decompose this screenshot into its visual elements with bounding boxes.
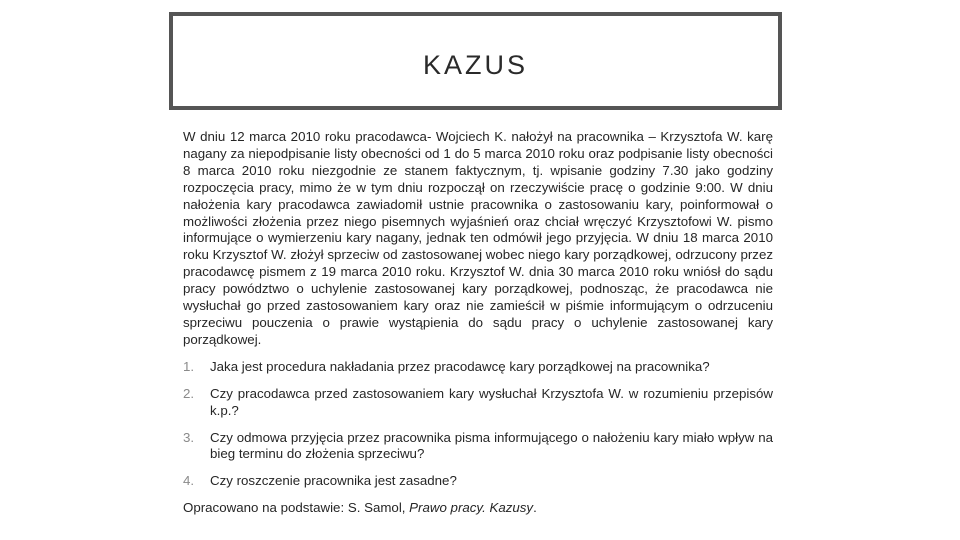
slide-content — [183, 129, 773, 517]
question-text: Czy roszczenie pracownika jest zasadne? — [210, 473, 457, 489]
question-text: Czy pracodawca przed zastosowaniem kary wysłuchał Krzysztofa W. w rozumieniu przepisów k.p.? — [210, 385, 773, 418]
question-number: 1. — [183, 358, 195, 374]
source-prefix: Opracowano na podstawie: S. Samol, — [183, 500, 410, 516]
case-paragraph: W dniu 12 marca 2010 roku pracodawca- Wojciech K. nałożył na pracownika – Krzysztofa W. karę nagany za niepodpisanie listy obecności od 1 do 5 marca 2010 roku oraz podpisanie listy obecności 8 marca 2010 roku niezgodnie ze stanem faktycznym, tj. wpisanie godziny 7.30 jako godziny rozpoczęcia pracy, mimo że w tym dniu rozpoczął on rzeczywiście pracę o godzinie 9:00. W dniu nałożenia kary pracodawca zawiadomił ustnie pracownika o zastosowaniu kary, poinformował o możliwości złożenia przez niego pisemnych wyjaśnień oraz chciał wręczyć Krzysztofowi W. pismo informujące o wymierzeniu kary nagany, jednak ten odmówił jego przyjęcia. W dniu 18 marca 2010 roku Krzysztof W. złożył sprzeciw od zastosowanej wobec niego kary porządkowej, odrzucony przez pracodawcę pismem z 19 marca 2010 roku. Krzysztof W. dnia 30 marca 2010 roku wniósł do sądu pracy powództwo o uchylenie zastosowanej kary porządkowej, podnosząc, że pracodawca nie wysłuchał go przed zastosowaniem kary oraz nie zamieścił w piśmie informującym o odrzuceniu sprzeciwu pouczenia o prawie wystąpienia do sądu pracy o uchylenie zastosowanej kary porządkowej. — [183, 129, 773, 347]
source-work-title: Prawo pracy. Kazusy — [409, 500, 534, 516]
question-text: Jaka jest procedura nakładania przez pracodawcę kary porządkowej na pracownika? — [210, 358, 710, 374]
question-text: Czy odmowa przyjęcia przez pracownika pisma informującego o nałożeniu kary miało wpływ na bieg terminu do złożenia sprzeciwu? — [210, 429, 773, 462]
slide-title: KAZUS — [422, 50, 529, 80]
source-suffix: . — [533, 500, 537, 516]
title-box — [169, 12, 782, 110]
list-item — [183, 359, 773, 376]
list-item — [183, 386, 773, 420]
list-item — [183, 430, 773, 464]
question-number: 2. — [183, 385, 195, 401]
question-number: 3. — [183, 429, 195, 445]
question-list — [183, 359, 773, 490]
question-number: 4. — [183, 473, 195, 489]
source-note — [183, 500, 773, 517]
list-item — [183, 473, 773, 490]
